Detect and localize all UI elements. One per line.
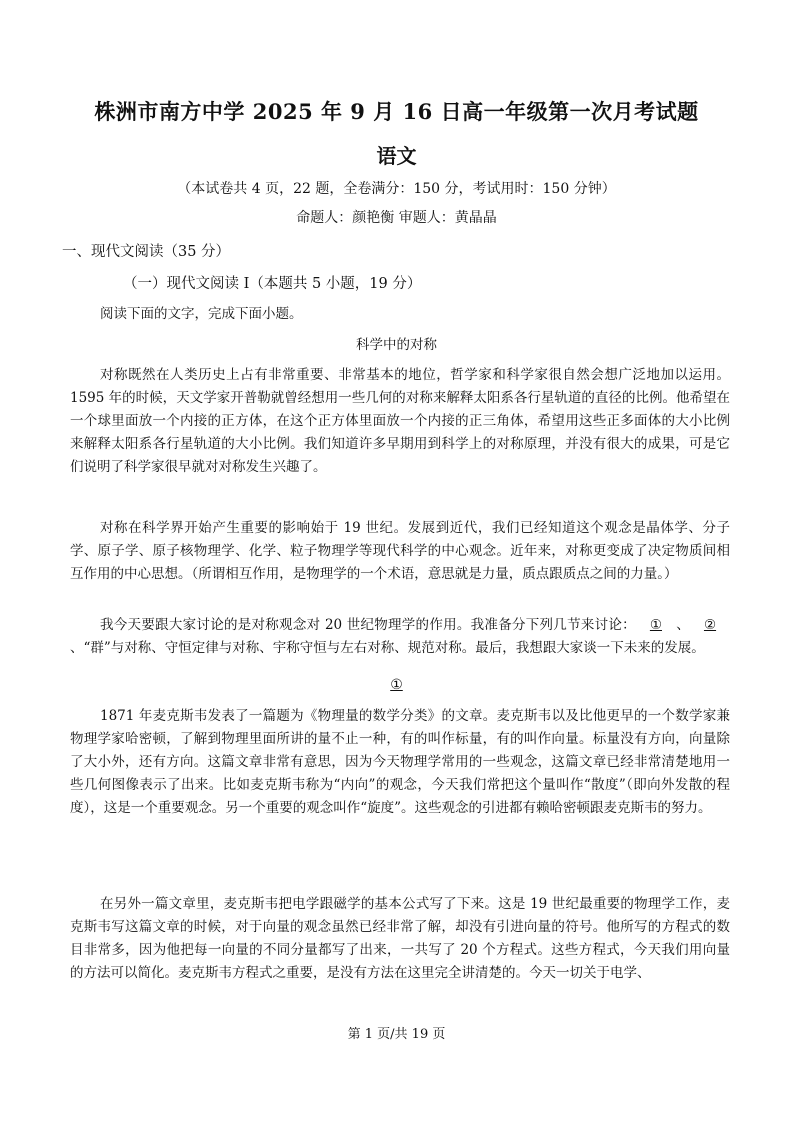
page-number: 第 1 页/共 19 页 — [347, 1027, 446, 1042]
section-heading-1: 一、现代文阅读（35 分） — [62, 244, 231, 260]
fill-blank-2: ② — [703, 617, 717, 633]
paragraph-1: 对称既然在人类历史上占有非常重要、非常基本的地位，哲学家和科学家很自然会想广泛地加以运用。1595 年的时候，天文学家开普勒就曾经想用一些几何的对称来解释太阳系各行星轨道的直径的比例。他希望在一个球里面放一个内接的正方体，在这个正方体里面放一个内接的正三角体，希望用这些正多面体的大小比例来解释太阳系各行星轨道的大小比例。我们知道许多早期用到科学上的对称原理，并没有很大的成果，可是它们说明了科学家很早就对对称发生兴趣了。 — [70, 367, 730, 475]
reading-instruction: 阅读下面的文字，完成下面小题。 — [100, 306, 303, 322]
paragraph-2: 对称在科学界开始产生重要的影响始于 19 世纪。发展到近代，我们已经知道这个观念是晶体学、分子学、原子学、原子核物理学、化学、粒子物理学等现代科学的中心观念。近年来，对称更变成了决定物质间相互作用的中心思想。（所谓相互作用，是物理学的一个术语，意思就是力量，质点跟质点之间的力量。） — [70, 520, 730, 582]
paragraph-3-lead: 我今天要跟大家讨论的是对称观念对 20 世纪物理学的作用。我准备分下列几节来讨论： — [100, 617, 636, 633]
subject-title: 语文 — [376, 144, 417, 168]
exam-info: （本试卷共 4 页，22 题，全卷满分：150 分，考试用时：150 分钟） — [177, 181, 616, 197]
paragraph-4: 1871 年麦克斯韦发表了一篇题为《物理量的数学分类》的文章。麦克斯韦以及比他更早的一个数学家兼物理学家哈密顿，了解到物理里面所讲的量不止一种，有的叫作标量，有的叫作向量。标量没有方向，向量除了大小外，还有方向。这篇文章非常有意思，因为今天物理学常用的一些观念，这篇文章已经非常清楚地用一些几何图像表示了出来。比如麦克斯韦称为“内向”的观念，今天我们常把这个量叫作“散度”（即向外发散的程度），这是一个重要观念。另一个重要的观念叫作“旋度”。这些观念的引进都有赖哈密顿跟麦克斯韦的努力。 — [70, 708, 730, 816]
article-title: 科学中的对称 — [356, 337, 437, 353]
paragraph-5: 在另外一篇文章里，麦克斯韦把电学跟磁学的基本公式写了下来。这是 19 世纪最重要的物理学工作，麦克斯韦写这篇文章的时候，对于向量的观念虽然已经非常了解，却没有引进向量的符号。他所写的方程式的数目非常多，因为他把每一向量的不同分量都写了出来，一共写了 20 个方程式。这些方程式，今天我们用向量的方法可以简化。麦克斯韦方程式之重要，是没有方法在这里完全讲清楚的。今天一切关于电学、 — [70, 896, 730, 981]
fill-blank-1: ① — [649, 617, 662, 633]
exam-authors: 命题人：颜艳衡 审题人：黄晶晶 — [296, 210, 497, 226]
section-marker: ① — [390, 677, 403, 693]
paragraph-3-tail: 、“群”与对称、守恒定律与对称、宇称守恒与左右对称、规范对称。最后，我想跟大家谈一下未来的发展。 — [70, 640, 705, 656]
exam-title: 株洲市南方中学 2025 年 9 月 16 日高一年级第一次月考试题 — [94, 99, 699, 124]
section-heading-2: （一）现代文阅读 I（本题共 5 小题，19 分） — [123, 276, 422, 292]
paragraph-3-separator: 、 — [675, 617, 691, 633]
paragraph-3 — [70, 614, 730, 660]
